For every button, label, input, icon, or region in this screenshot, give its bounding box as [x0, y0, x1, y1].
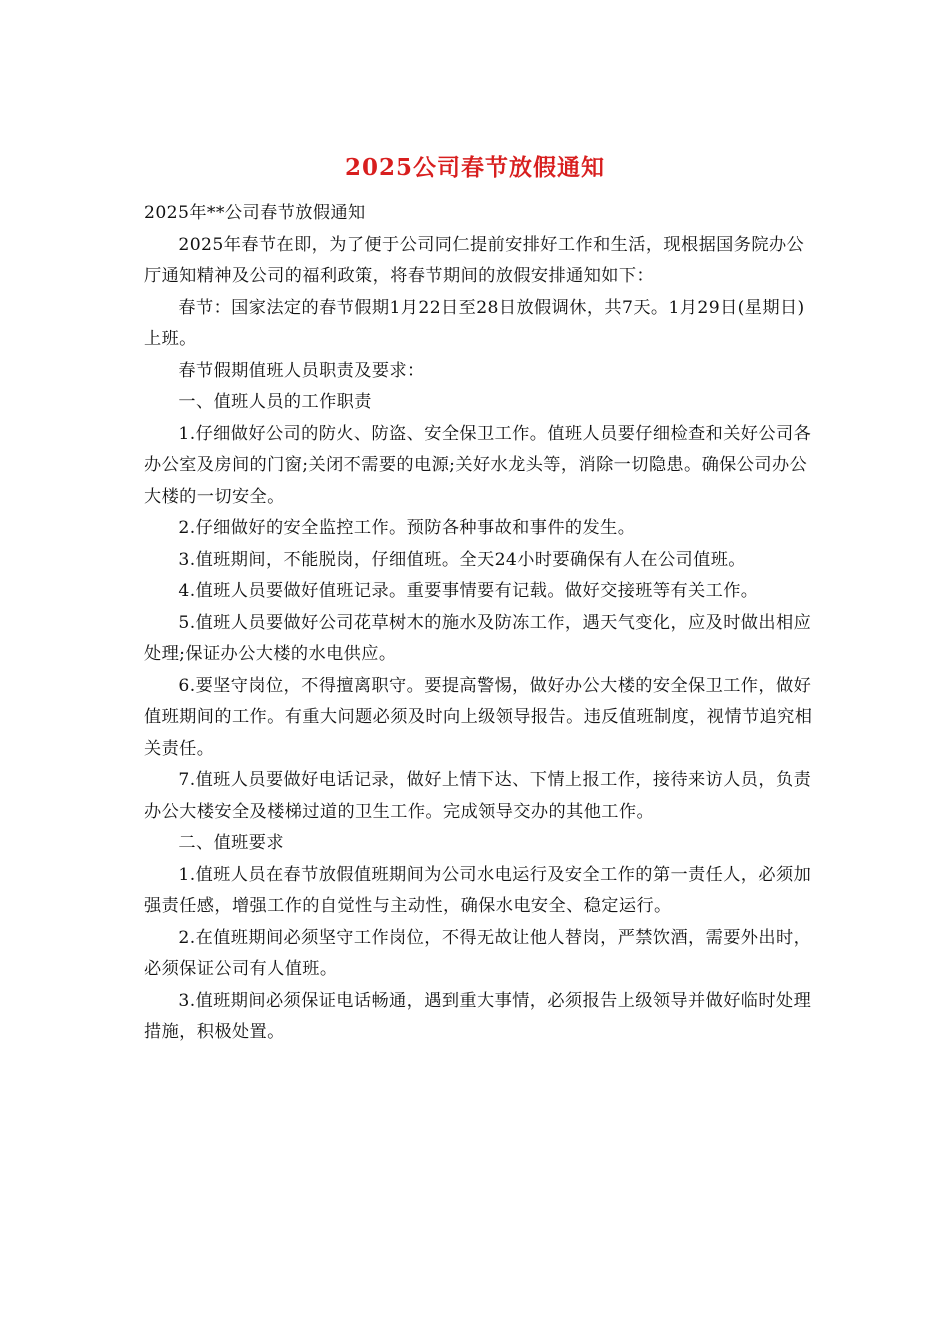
duty-item-4: 4.值班人员要做好值班记录。重要事情要有记载。做好交接班等有关工作。 [178, 581, 759, 601]
duty-item-2: 2.仔细做好的安全监控工作。预防各种事故和事件的发生。 [178, 518, 636, 538]
duty-item-3: 3.值班期间，不能脱岗，仔细值班。全天24小时要确保有人在公司值班。 [178, 549, 746, 570]
section-heading-duties: 一、值班人员的工作职责 [178, 392, 372, 412]
duty-item-5: 5.值班人员要做好公司花草树木的施水及防冻工作，遇天气变化，应及时做出相应处理;保证办公大楼的水电供应。 [144, 612, 812, 664]
intro-paragraph: 2025年春节在即，为了便于公司同仁提前安排好工作和生活，现根据国务院办公厅通知精神及公司的福利政策，将春节期间的放假安排通知如下： [144, 234, 805, 286]
requirement-item-3: 3.值班期间必须保证电话畅通，遇到重大事情，必须报告上级领导并做好临时处理措施，积极处置。 [144, 990, 812, 1042]
duty-item-7: 7.值班人员要做好电话记录，做好上情下达、下情上报工作，接待来访人员，负责办公大楼安全及楼梯过道的卫生工作。完成领导交办的其他工作。 [144, 770, 812, 822]
holiday-schedule-paragraph: 春节：国家法定的春节假期1月22日至28日放假调休，共7天。1月29日(星期日)上班。 [144, 297, 805, 349]
document-title: 2025公司春节放假通知 [344, 154, 605, 181]
document-body [144, 198, 816, 1049]
duty-heading: 春节假期值班人员职责及要求： [178, 360, 425, 381]
subtitle-line: 2025年**公司春节放假通知 [144, 203, 366, 223]
requirement-item-1: 1.值班人员在春节放假值班期间为公司水电运行及安全工作的第一责任人，必须加强责任感，增强工作的自觉性与主动性，确保水电安全、稳定运行。 [144, 864, 812, 916]
duty-item-1: 1.仔细做好公司的防火、防盗、安全保卫工作。值班人员要仔细检查和关好公司各办公室及房间的门窗;关闭不需要的电源;关好水龙头等，消除一切隐患。确保公司办公大楼的一切安全。 [144, 423, 812, 507]
requirement-item-2: 2.在值班期间必须坚守工作岗位，不得无故让他人替岗，严禁饮酒，需要外出时，必须保证公司有人值班。 [144, 927, 812, 979]
duty-item-6: 6.要坚守岗位，不得擅离职守。要提高警惕，做好办公大楼的安全保卫工作，做好值班期间的工作。有重大问题必须及时向上级领导报告。违反值班制度，视情节追究相关责任。 [144, 675, 813, 759]
section-heading-requirements: 二、值班要求 [178, 833, 284, 853]
